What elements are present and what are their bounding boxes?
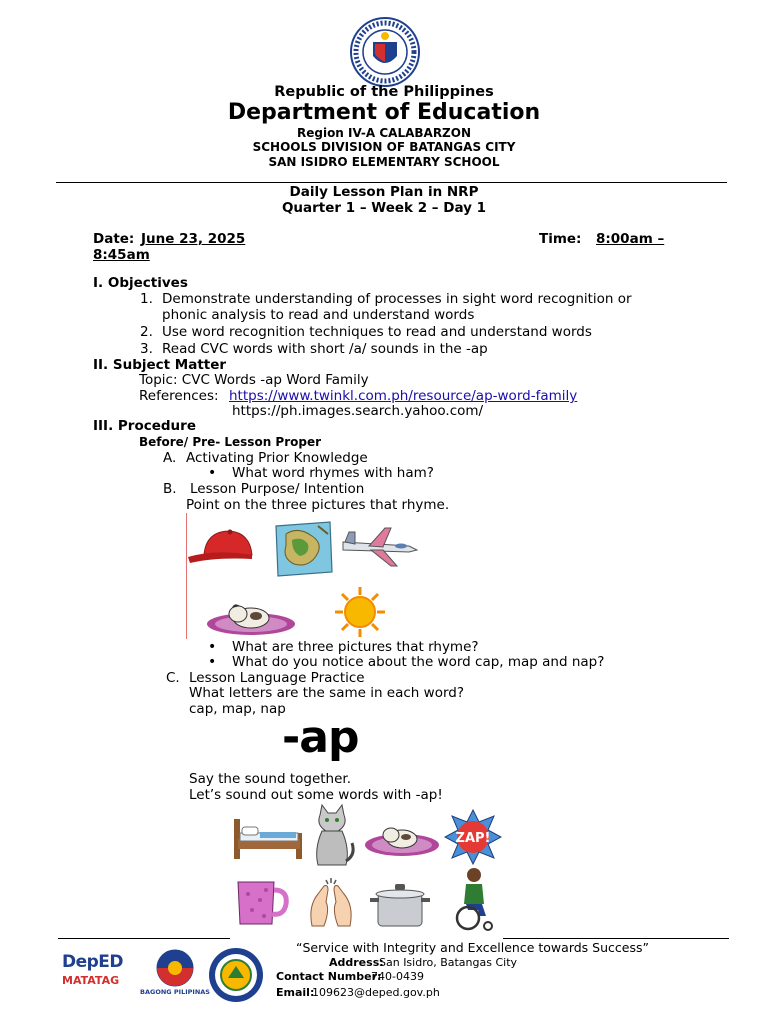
footer-divider-right [503, 938, 729, 939]
bagong-pilipinas-icon [140, 948, 210, 1002]
footer-divider-left [58, 938, 230, 939]
step-c-question: What letters are the same in each word? [189, 685, 465, 701]
step-c-label: C. [166, 670, 180, 686]
contact-value: 740-0439 [371, 970, 424, 983]
step-a-label: A. [163, 450, 177, 466]
sun-icon [333, 585, 387, 639]
objective-1-line2: phonic analysis to read and understand words [162, 307, 475, 323]
school-line: SAN ISIDRO ELEMENTARY SCHOOL [268, 155, 500, 169]
division-line: SCHOOLS DIVISION OF BATANGAS CITY [252, 140, 516, 154]
napping-dog-icon-2 [364, 818, 440, 858]
word-family-ap: -ap [282, 712, 359, 763]
reference-link-twinkl[interactable]: https://www.twinkl.com.ph/resource/ap-word-family [229, 388, 578, 404]
finger-snap-icon [304, 876, 358, 930]
step-c-words: cap, map, nap [189, 701, 286, 717]
napping-dog-icon [206, 596, 296, 636]
deped-logo-text: DepED [62, 952, 124, 972]
step-b-label: B. [163, 481, 177, 497]
email-label: Email: [276, 986, 315, 999]
bagong-pilipinas-text: BAGONG PILIPINAS [140, 988, 210, 996]
republic-line: Republic of the Philippines [274, 84, 494, 100]
objective-3-num: 3. [140, 341, 153, 357]
step-b-bullet-1: • What are three pictures that rhyme? [232, 639, 479, 655]
step-c-text: Lesson Language Practice [189, 670, 365, 686]
reference-yahoo: https://ph.images.search.yahoo.com/ [232, 403, 484, 419]
step-b-text: Lesson Purpose/ Intention [190, 481, 365, 497]
time-value-end: 8:45am [93, 247, 150, 263]
zap-icon [444, 808, 502, 866]
department-title: Department of Education [227, 100, 541, 125]
step-b-bullet-2: • What do you notice about the word cap, map and nap? [232, 654, 604, 670]
step-a-text: Activating Prior Knowledge [186, 450, 368, 466]
cat-icon [308, 803, 356, 869]
zap-label: ZAP! [455, 831, 491, 846]
plan-subtitle: Quarter 1 – Week 2 – Day 1 [281, 200, 487, 216]
procedure-heading: III. Procedure [93, 418, 196, 434]
deped-logo-icon [62, 952, 132, 1000]
deped-seal-icon [349, 16, 421, 88]
step-a-bullet: • What word rhymes with ham? [232, 465, 434, 481]
objective-1-line1: Demonstrate understanding of processes in sight word recognition or [162, 291, 632, 307]
date-label: Date: [93, 231, 135, 247]
address-value: San Isidro, Batangas City [379, 956, 518, 969]
jet-icon [339, 524, 419, 568]
header-divider [56, 182, 727, 183]
time-value-start: 8:00am – [596, 231, 665, 247]
objective-1-num: 1. [140, 291, 153, 307]
cap-icon [186, 525, 262, 565]
step-b-instruction: Point on the three pictures that rhyme. [186, 497, 450, 513]
mug-icon [234, 878, 290, 928]
school-seal-icon [206, 946, 266, 1004]
matatag-logo-text: MATATAG [62, 974, 120, 987]
objective-2-num: 2. [140, 324, 153, 340]
footer-motto: “Service with Integrity and Excellence towards Success” [296, 940, 649, 955]
date-value: June 23, 2025 [141, 231, 246, 247]
plan-title: Daily Lesson Plan in NRP [289, 184, 479, 200]
objective-2-line1: Use word recognition techniques to read and understand words [162, 324, 592, 340]
map-icon [272, 520, 334, 578]
objective-3-line1: Read CVC words with short /a/ sounds in the -ap [162, 341, 488, 357]
references-label: References: [139, 388, 219, 404]
pot-icon [368, 880, 432, 930]
say-sound-text: Say the sound together. [189, 771, 352, 787]
sound-out-text: Let’s sound out some words with -ap! [189, 787, 443, 803]
contact-label: Contact Number: [276, 970, 382, 983]
email-value[interactable]: 109623@deped.gov.ph [312, 986, 440, 999]
subject-topic: Topic: CVC Words -ap Word Family [139, 372, 369, 388]
before-lesson-heading: Before/ Pre- Lesson Proper [139, 435, 322, 449]
bed-icon [232, 815, 304, 861]
address-label: Address: [329, 956, 384, 969]
time-label: Time: [539, 231, 582, 247]
wheelchair-icon [452, 866, 496, 932]
objectives-heading: I. Objectives [93, 275, 188, 291]
subject-heading: II. Subject Matter [93, 357, 227, 373]
region-line: Region IV-A CALABARZON [296, 126, 472, 140]
